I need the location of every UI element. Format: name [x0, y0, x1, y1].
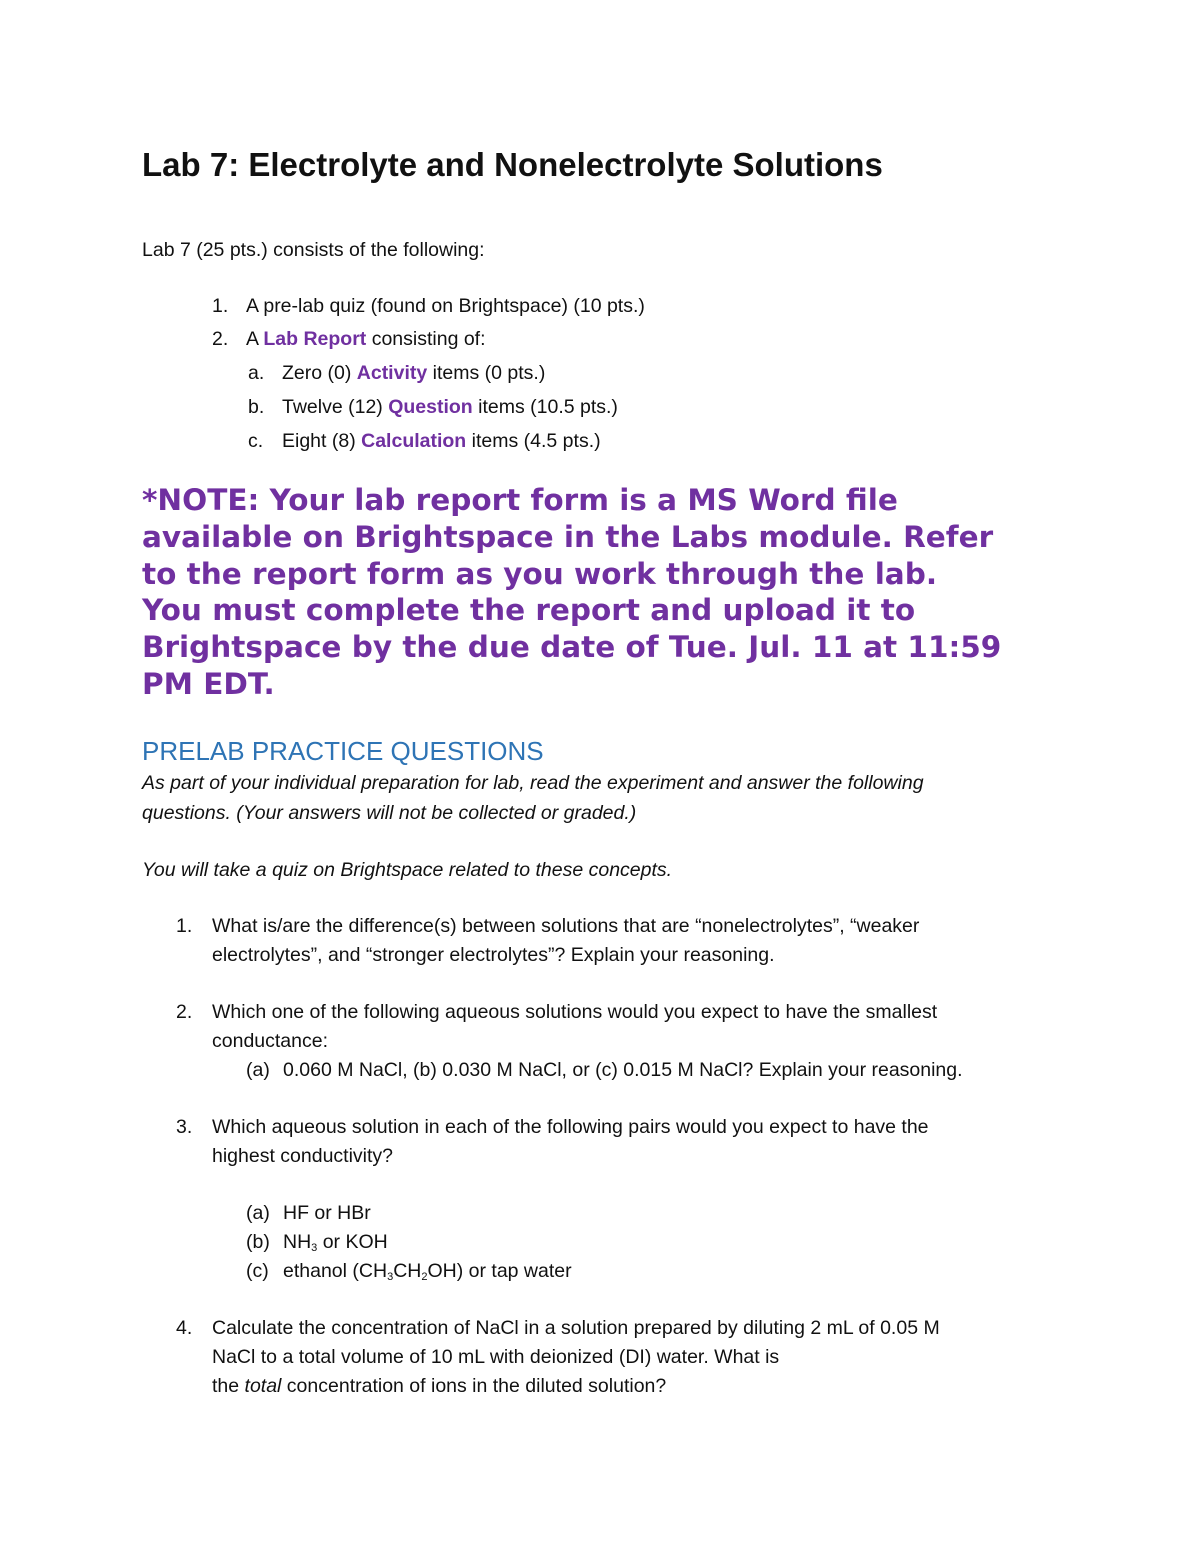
sublist-post: items (4.5 pts.) — [466, 430, 601, 452]
question-2-marker: 2. — [176, 1001, 193, 1023]
list-item-lab-report — [246, 328, 486, 351]
note-block — [142, 482, 1122, 703]
formula-part: or KOH — [317, 1231, 388, 1253]
prelab-instructions-line: As part of your individual preparation for lab, read the experiment and answer the following — [142, 772, 924, 794]
formula-part: ethanol (CH — [283, 1260, 388, 1282]
text-part: concentration of ions in the diluted solution? — [281, 1375, 667, 1397]
question-3-a-text: HF or HBr — [283, 1202, 371, 1224]
quiz-note: You will take a quiz on Brightspace related to these concepts. — [142, 859, 673, 881]
calculation-highlight: Calculation — [361, 430, 467, 452]
list-item-prelab-quiz: A pre-lab quiz (found on Brightspace) (10 pts.) — [246, 295, 645, 317]
formula-part: OH) or tap water — [427, 1260, 572, 1282]
list-item-pre: A — [246, 328, 264, 350]
formula-part: NH — [283, 1231, 312, 1253]
note-line: available on Brightspace in the Labs module. Refer — [142, 519, 994, 554]
question-4-line: NaCl to a total volume of 10 mL with deionized (DI) water. What is — [212, 1346, 780, 1368]
note-line: PM EDT. — [142, 666, 275, 701]
list-marker-1: 1. — [212, 295, 229, 317]
sublist-marker-b: b. — [248, 396, 265, 418]
activity-highlight: Activity — [356, 362, 428, 384]
question-1-line: electrolytes”, and “stronger electrolytes”? Explain your reasoning. — [212, 944, 775, 966]
intro-text: Lab 7 (25 pts.) consists of the following: — [142, 239, 485, 261]
sublist-item-question — [282, 396, 618, 419]
list-item-post: consisting of: — [366, 328, 486, 350]
list-marker-2: 2. — [212, 328, 229, 350]
note-line: *NOTE: Your lab report form is a MS Word file — [142, 483, 898, 517]
sublist-post: items (0 pts.) — [427, 362, 546, 384]
question-3-c-marker: (c) — [246, 1260, 269, 1282]
note-line: to the report form as you work through the lab. — [142, 556, 938, 591]
page-title: Lab 7: Electrolyte and Nonelectrolyte Solutions — [142, 146, 883, 183]
question-2-options: 0.060 M NaCl, (b) 0.030 M NaCl, or (c) 0.015 M NaCl? Explain your reasoning. — [283, 1059, 963, 1081]
sublist-item-activity — [282, 362, 545, 385]
sublist-pre: Twelve (12) — [282, 396, 389, 418]
note-line: Brightspace by the due date of Tue. Jul. 11 at 11:59 — [142, 630, 1002, 665]
question-1-marker: 1. — [176, 915, 193, 937]
question-4-marker: 4. — [176, 1317, 193, 1339]
text-part: the — [212, 1375, 245, 1397]
prelab-heading: PRELAB PRACTICE QUESTIONS — [142, 736, 544, 766]
emphasis: total — [244, 1375, 282, 1397]
question-3-c-text — [283, 1260, 572, 1283]
subscript: 2 — [421, 1271, 428, 1283]
sublist-item-calculation — [282, 430, 601, 453]
question-2-option-marker: (a) — [246, 1059, 270, 1081]
question-3-a-marker: (a) — [246, 1202, 270, 1224]
question-highlight: Question — [388, 396, 473, 418]
question-4-line — [212, 1375, 666, 1398]
sublist-marker-c: c. — [248, 430, 264, 452]
sublist-pre: Zero (0) — [282, 362, 357, 384]
note-line: You must complete the report and upload it to — [142, 593, 916, 628]
sublist-pre: Eight (8) — [282, 430, 362, 452]
question-3-marker: 3. — [176, 1116, 193, 1138]
question-4-line: Calculate the concentration of NaCl in a solution prepared by diluting 2 mL of 0.05 M — [212, 1317, 940, 1339]
question-2-line: conductance: — [212, 1030, 329, 1052]
lab-report-highlight: Lab Report — [263, 328, 367, 350]
prelab-instructions-line: questions. (Your answers will not be collected or graded.) — [142, 802, 637, 824]
subscript: 3 — [387, 1271, 394, 1283]
sublist-marker-a: a. — [248, 362, 265, 384]
question-3-line: Which aqueous solution in each of the following pairs would you expect to have the — [212, 1116, 929, 1138]
question-3-b-marker: (b) — [246, 1231, 270, 1253]
question-3-b-text — [283, 1231, 388, 1254]
question-3-line: highest conductivity? — [212, 1145, 394, 1167]
subscript: 3 — [311, 1242, 318, 1254]
question-1-line: What is/are the difference(s) between solutions that are “nonelectrolytes”, “weaker — [212, 915, 920, 937]
formula-part: CH — [393, 1260, 422, 1282]
sublist-post: items (10.5 pts.) — [472, 396, 618, 418]
question-2-line: Which one of the following aqueous solutions would you expect to have the smallest — [212, 1001, 938, 1023]
